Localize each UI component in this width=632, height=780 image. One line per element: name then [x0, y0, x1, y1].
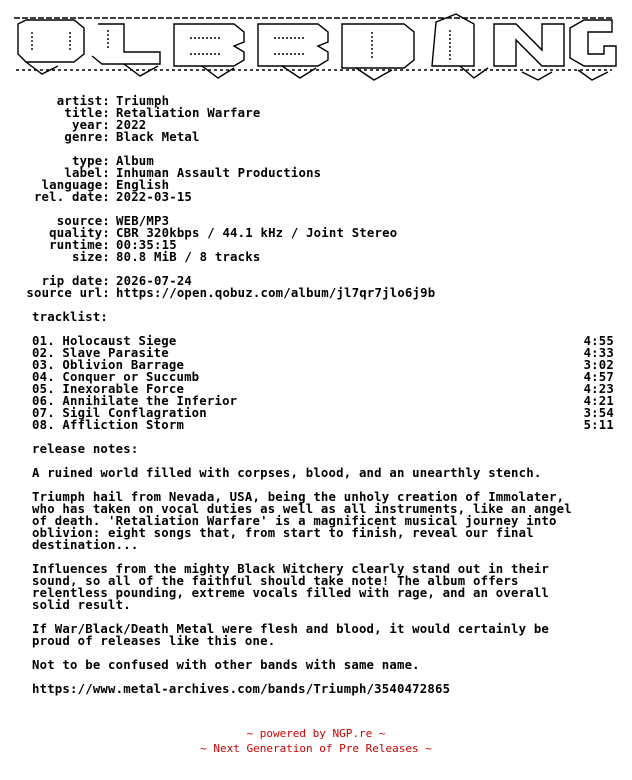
info-row-source: source: WEB/MP3 [56, 214, 170, 228]
release-note-paragraph: If War/Black/Death Metal were flesh and blood, it would certainly be proud of releases like this one. [32, 622, 550, 648]
nfo-body [12, 95, 622, 695]
info-row-source-url: source url: https://open.qobuz.com/album/jl7qr7jlo6j9b [26, 286, 436, 300]
release-note-paragraph: A ruined world filled with corpses, blood, and an unearthly stench. [32, 466, 542, 480]
footer-powered-by: ~ powered by NGP.re ~ [246, 727, 386, 740]
track-row: 04. Conquer or Succumb 4:57 [32, 370, 614, 384]
track-row: 06. Annihilate the Inferior 4:21 [32, 394, 614, 408]
info-row-size: size: 80.8 MiB / 8 tracks [71, 250, 261, 264]
info-row-genre: genre: Black Metal [64, 130, 200, 144]
logo-graphic [12, 10, 620, 86]
release-notes-heading: release notes: [32, 442, 139, 456]
track-row: 05. Inexorable Force 4:23 [32, 382, 614, 396]
ascii-art-logo [12, 10, 620, 86]
info-row-quality: quality: CBR 320kbps / 44.1 kHz / Joint Stereo [49, 226, 398, 240]
track-row: 01. Holocaust Siege 4:55 [32, 334, 614, 348]
info-row-year: year: 2022 [71, 118, 147, 132]
track-row: 08. Affliction Storm 5:11 [32, 418, 614, 432]
info-row-runtime: runtime: 00:35:15 [49, 238, 177, 252]
release-note-paragraph: Influences from the mighty Black Witchery clearly stand out in their sound, so all of the faithful should take note! The album offers relentless pounding, extreme vocals filled with rage, and an overall solid result. [32, 562, 550, 612]
info-row-rip-date: rip date: 2026-07-24 [41, 274, 193, 288]
info-row-type: type: Album [71, 154, 155, 168]
info-row-title: title: Retaliation Warfare [64, 106, 261, 120]
info-row-rel-date: rel. date: 2022-03-15 [33, 190, 193, 204]
footer [0, 726, 632, 756]
track-row: 07. Sigil Conflagration 3:54 [32, 406, 614, 420]
track-row: 02. Slave Parasite 4:33 [32, 346, 614, 360]
info-row-artist: artist: Triumph [56, 94, 170, 108]
info-row-label: label: Inhuman Assault Productions [64, 166, 322, 180]
release-note-paragraph: Triumph hail from Nevada, USA, being the unholy creation of Immolater, who has taken on vocal duties as well as all instruments, like an angel of death. 'Retaliation Warfare' is a magnificent musical journey into oblivion: eight songs that, from start to finish, reveal our final destination... [32, 490, 572, 552]
release-note-paragraph: Not to be confused with other bands with same name. [32, 658, 420, 672]
tracklist-heading: tracklist: [32, 310, 109, 324]
footer-tagline: ~ Next Generation of Pre Releases ~ [200, 742, 432, 755]
info-row-language: language: English [41, 178, 170, 192]
track-row: 03. Oblivion Barrage 3:02 [32, 358, 614, 372]
metal-archives-link[interactable]: https://www.metal-archives.com/bands/Triumph/3540472865 [32, 682, 451, 696]
